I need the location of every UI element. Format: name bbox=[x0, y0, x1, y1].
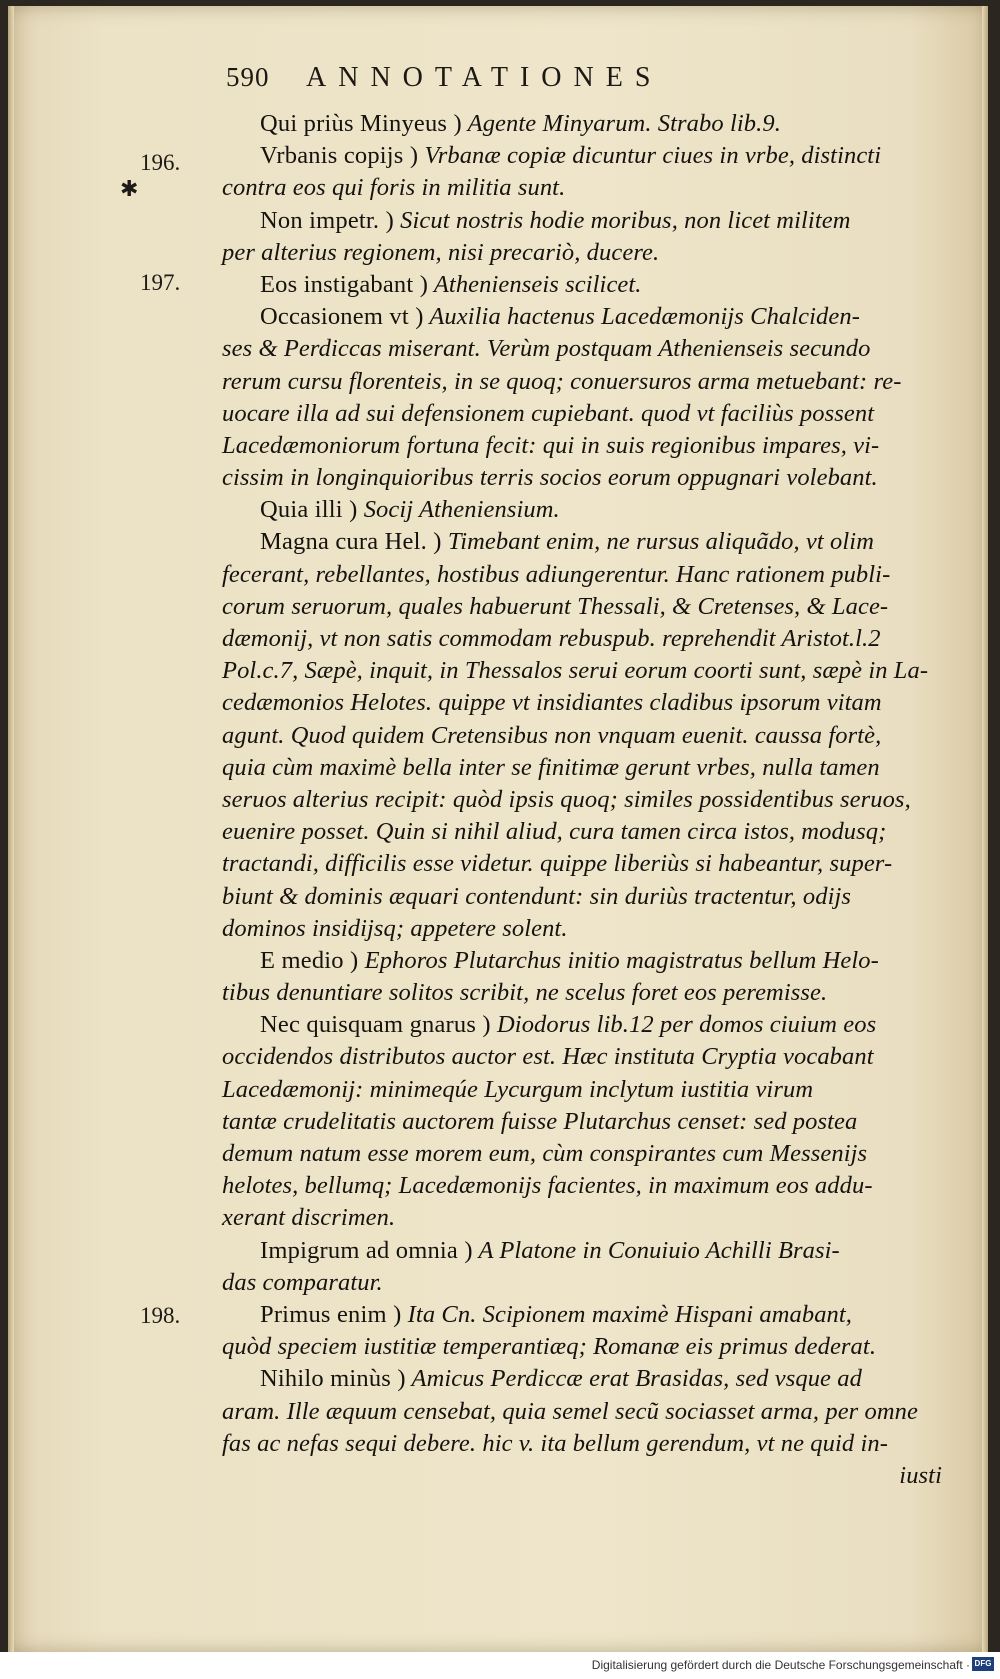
text-line: cissim in longinquioribus terris socios eorum oppugnari volebant. bbox=[222, 464, 878, 492]
text-line: Impigrum ad omnia ) A Platone in Conuiuio Achilli Brasi- bbox=[260, 1236, 840, 1264]
text-line: ses & Perdiccas miserant. Verùm postquam Athenienseis secundo bbox=[222, 335, 871, 363]
catchword: iusti bbox=[899, 1461, 942, 1489]
text-line: Qui priùs Minyeus ) Agente Minyarum. Strabo lib.9. bbox=[260, 110, 781, 137]
text-line: Vrbanis copijs ) Vrbanæ copiæ dicuntur ciues in vrbe, distincti bbox=[260, 142, 882, 170]
text-line: Magna cura Hel. ) Timebant enim, ne rursus aliquãdo, vt olim bbox=[260, 528, 874, 556]
dfg-logo-icon: DFG bbox=[972, 1657, 994, 1671]
margin-number-196: 196. bbox=[140, 150, 181, 175]
page-edge-left bbox=[8, 6, 14, 1652]
text-line: fas ac nefas sequi debere. hic v. ita bellum gerendum, vt ne quid in- bbox=[222, 1429, 888, 1457]
margin-number-197: 197. bbox=[140, 270, 181, 295]
page-edge-right bbox=[982, 6, 988, 1652]
text-line: Occasionem vt ) Auxilia hactenus Lacedæmonijs Chalciden- bbox=[260, 303, 860, 331]
text-line: xerant discrimen. bbox=[222, 1204, 396, 1232]
text-line: Lacedæmoniorum fortuna fecit: qui in suis regionibus impares, vi- bbox=[222, 431, 880, 459]
text-line: Nec quisquam gnarus ) Diodorus lib.12 per domos ciuium eos bbox=[260, 1011, 877, 1039]
text-line: fecerant, rebellantes, hostibus adiungerentur. Hanc rationem publi- bbox=[222, 560, 891, 588]
text-line: quòd speciem iustitiæ temperantiæq; Romanæ eis primus dederat. bbox=[222, 1333, 877, 1361]
digitization-footer bbox=[0, 1652, 1000, 1679]
text-line: tantæ crudelitatis auctorem fuisse Plutarchus censet: sed postea bbox=[222, 1107, 858, 1135]
text-line: Nihilo minùs ) Amicus Perdiccæ erat Brasidas, sed vsque ad bbox=[260, 1365, 862, 1393]
text-line: tractandi, difficilis esse videtur. quippe liberiùs si habeantur, super- bbox=[222, 850, 893, 878]
text-line: E medio ) Ephoros Plutarchus initio magistratus bellum Helo- bbox=[260, 946, 879, 974]
text-line: per alterius regionem, nisi precariò, ducere. bbox=[222, 238, 660, 266]
text-line: contra eos qui foris in militia sunt. bbox=[222, 174, 566, 202]
text-line: tibus denuntiare solitos scribit, ne scelus foret eos peremisse. bbox=[222, 979, 828, 1007]
text-line: quia cùm maximè bella inter se finitimæ gerunt vrbes, nulla tamen bbox=[222, 753, 880, 781]
text-line: demum natum esse morem eum, cùm conspirantes cum Messenijs bbox=[222, 1140, 868, 1167]
text-line: cedæmonios Helotes. quippe vt insidiantes cladibus ipsorum vitam bbox=[222, 689, 882, 717]
running-head bbox=[226, 62, 816, 94]
text-line: biunt & dominis æquari contendunt: sin duriùs tractentur, odijs bbox=[222, 882, 852, 910]
text-line: occidendos distributos auctor est. Hæc instituta Cryptia vocabant bbox=[222, 1043, 874, 1071]
text-line: Lacedæmonij: minimeqúe Lycurgum inclytum iustitia virum bbox=[222, 1075, 814, 1103]
funding-credit: Digitalisierung gefördert durch die Deutsche Forschungsgemeinschaft · bbox=[591, 1658, 970, 1672]
text-line: helotes, bellumq; Lacedæmonijs facientes, in maximum eos addu- bbox=[222, 1172, 873, 1200]
annotation-text bbox=[222, 108, 950, 1492]
text-line: das comparatur. bbox=[222, 1268, 383, 1296]
text-line: uocare illa ad sui defensionem cupiebant. quod vt faciliùs possent bbox=[222, 399, 875, 427]
text-line: corum seruorum, quales habuerunt Thessali, & Cretenses, & Lace- bbox=[222, 592, 889, 620]
text-line: rerum cursu florenteis, in se quoq; conuersuros arma metuebant: re- bbox=[222, 367, 902, 395]
text-line: seruos alterius recipit: quòd ipsis quoq; similes possidentibus seruos, bbox=[222, 785, 911, 813]
text-line: Primus enim ) Ita Cn. Scipionem maximè Hispani amabant, bbox=[260, 1300, 853, 1328]
text-line: aram. Ille æquum censebat, quia semel secũ sociasset arma, per omne bbox=[222, 1397, 918, 1425]
page-number: 590 bbox=[226, 62, 270, 92]
text-line: dæmonij, vt non satis commodam rebuspub. reprehendit Aristot.l.2 bbox=[222, 625, 881, 652]
text-line: Quia illi ) Socij Atheniensium. bbox=[260, 496, 560, 524]
margin-asterisk-mark: ✱ bbox=[120, 176, 139, 201]
margin-number-198: 198. bbox=[140, 1303, 181, 1328]
running-title: ANNOTATIONES bbox=[306, 62, 663, 93]
text-line: Pol.c.7, Sæpè, inquit, in Thessalos serui eorum coorti sunt, sæpè in La- bbox=[222, 657, 929, 685]
text-line: euenire posset. Quin si nihil aliud, cura tamen circa istos, modusq; bbox=[222, 818, 887, 846]
text-line: agunt. Quod quidem Cretensibus non vnquam euenit. caussa fortè, bbox=[222, 721, 882, 749]
text-line: Non impetr. ) Sicut nostris hodie moribus, non licet militem bbox=[260, 206, 851, 234]
text-line: dominos insidijsq; appetere solent. bbox=[222, 914, 568, 942]
text-line: Eos instigabant ) Athenienseis scilicet. bbox=[260, 270, 642, 298]
